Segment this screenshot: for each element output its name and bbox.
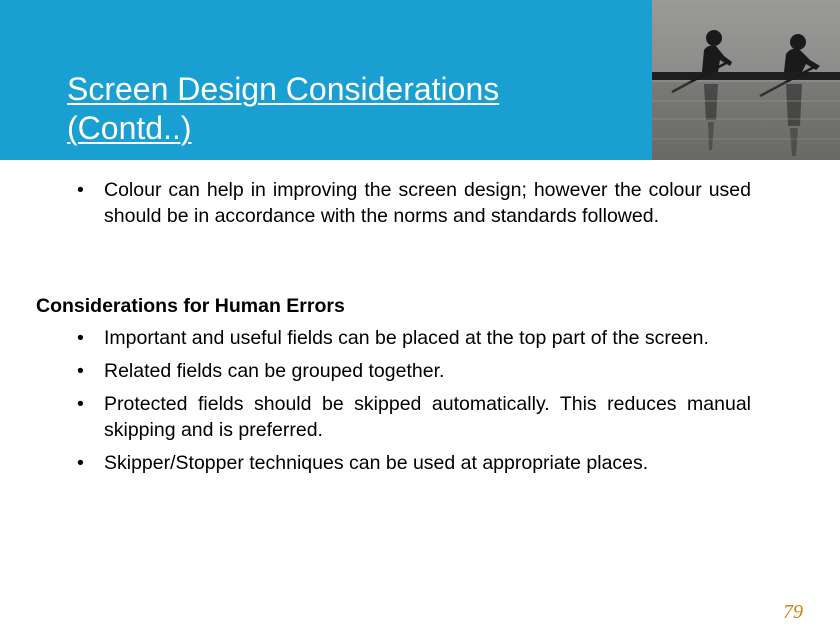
human-errors-bullet-list	[0, 325, 840, 483]
intro-bullet-list	[0, 177, 840, 229]
list-item: • Skipper/Stopper techniques can be used at appropriate places.	[0, 450, 840, 476]
list-item: • Important and useful fields can be placed at the top part of the screen.	[0, 325, 840, 351]
title-banner	[0, 0, 652, 160]
list-item: • Related fields can be grouped together.	[0, 358, 840, 384]
page-number: 79	[783, 601, 803, 623]
list-item: • Colour can help in improving the screen design; however the colour used should be in accordance with the norms and standards followed.	[0, 177, 840, 229]
list-item: • Protected fields should be skipped automatically. This reduces manual skipping and is preferred.	[0, 391, 840, 443]
section-heading: Considerations for Human Errors	[36, 295, 345, 317]
slide-title: Screen Design Considerations (Contd..)	[67, 71, 500, 146]
rowers-photo	[652, 0, 840, 160]
rowers-silhouette-image	[652, 0, 840, 160]
